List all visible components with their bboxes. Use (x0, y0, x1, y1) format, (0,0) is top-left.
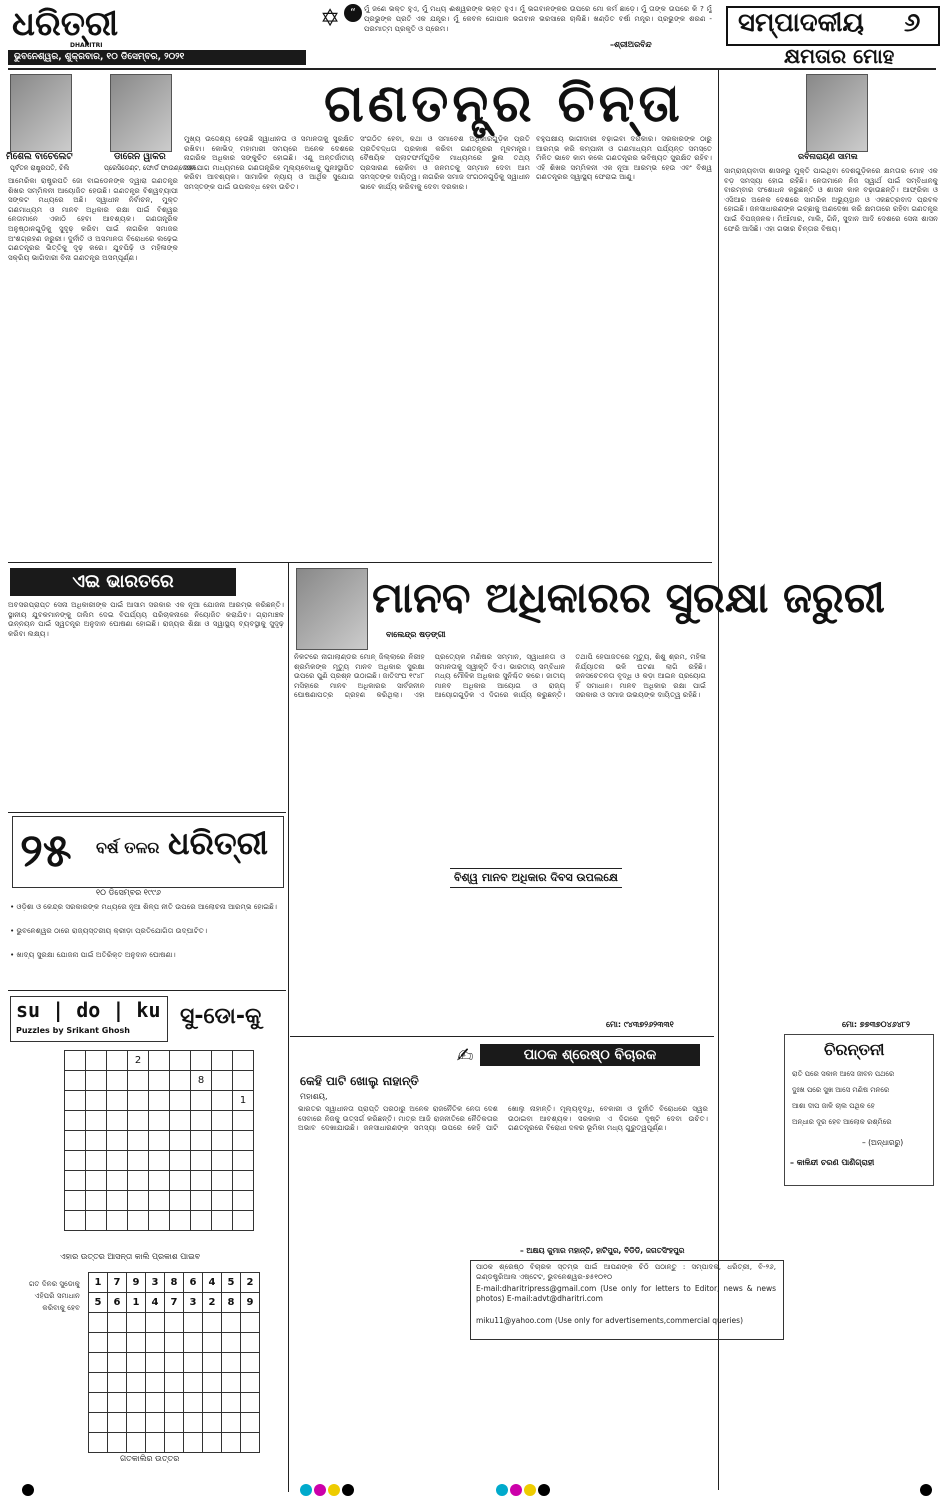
solution-cell (241, 1333, 260, 1353)
solution-cell (108, 1313, 127, 1333)
registration-mark-icon (524, 1484, 536, 1496)
india-body: ଅବସରପ୍ରାପ୍ତ ସେନା ଅଧିକାରୀଙ୍କ ପାଇଁ ଆସାମ ସରକାର ଏକ ନୂଆ ଯୋଜନା ଆରମ୍ଭ କରିଛନ୍ତି। ସ୍ଥାନୀୟ ଯୁବକମାନଙ୍କୁ ତାଲିମ ଦେଇ ବିପର୍ଯ୍ୟୟ ପରିଚାଳନାରେ ନିୟୋଜିତ କରାଯିବ। ଗ୍ରାମାଞ୍ଚଳ ଉନ୍ନୟନ ପାଇଁ ସ୍ୱତନ୍ତ୍ର ଅନୁଦାନ ଘୋଷଣା ହୋଇଛି। ରାଜ୍ୟର ଶିକ୍ଷା ଓ ସ୍ୱାସ୍ଥ୍ୟ ବ୍ୟବସ୍ଥାକୁ ସୁଦୃଢ଼ କରିବା ଲକ୍ଷ୍ୟ। (8, 600, 284, 638)
solution-cell (222, 1393, 241, 1413)
sudoku-cell[interactable] (212, 1151, 233, 1171)
sudoku-cell[interactable] (65, 1191, 86, 1211)
quote-mark-icon: “ (344, 4, 362, 22)
sudoku-cell[interactable] (128, 1151, 149, 1171)
date-line: ଭୁବନେଶ୍ୱର, ଶୁକ୍ରବାର, ୧୦ ଡିସେମ୍ବର, ୨୦୨୧ (8, 50, 306, 65)
solution-cell (203, 1433, 222, 1453)
solution-cell: 7 (165, 1293, 184, 1313)
sudoku-cell[interactable] (233, 1151, 254, 1171)
column-body: ସାମ୍ରାଜ୍ୟବାଦୀ ଶାସନରୁ ମୁକ୍ତି ପାଇଥିବା ଦେଶଗୁଡ଼ିକରେ କ୍ଷମତାର ମୋହ ଏକ ବଡ଼ ସମସ୍ୟା ହୋଇ ରହିଛି। ନେତାମାନେ ନିଜ ସ୍ୱାର୍ଥ ପାଇଁ ସମ୍ବିଧାନକୁ ବାରମ୍ବାର ସଂଶୋଧନ କରୁଛନ୍ତି ଓ ଶାସନ କାଳ ବଢ଼ାଉଛନ୍ତି। ଆଫ୍ରିକା ଓ ଏସିଆର ଅନେକ ଦେଶରେ ସାମରିକ ଅଭ୍ୟୁତ୍ଥାନ ଓ ଏକଛତ୍ରବାଦ ପ୍ରବଳ ହୋଇଛି। ଜନସାଧାରଣଙ୍କ ଇଚ୍ଛାକୁ ଅଣଦେଖା କରି କ୍ଷମତାରେ ରହିବା ଗଣତନ୍ତ୍ର ପାଇଁ ବିପଜ୍ଜନକ। ମିଆଁମାର, ମାଲି, ଗିନି, ସୁଦାନ ଆଦି ଦେଶରେ ସେନା ଶାସନ ଫେରି ଆସିଛି। ଏହା ଗଭୀର ଚିନ୍ତାର ବିଷୟ। (724, 166, 938, 233)
solution-cell (146, 1413, 165, 1433)
sudoku-cell[interactable] (149, 1191, 170, 1211)
sudoku-cell[interactable] (149, 1211, 170, 1231)
solution-cell (222, 1313, 241, 1333)
india-banner: ଏଇ ଭାରତରେ (10, 568, 236, 596)
sudoku-cell[interactable] (107, 1211, 128, 1231)
sudoku-cell[interactable] (191, 1091, 212, 1111)
sudoku-cell[interactable] (233, 1171, 254, 1191)
solution-cell (203, 1313, 222, 1333)
sudoku-cell[interactable] (65, 1171, 86, 1191)
solution-cell: 8 (222, 1293, 241, 1313)
sudoku-cell[interactable] (233, 1071, 254, 1091)
solution-cell (127, 1393, 146, 1413)
sudoku-cell[interactable] (128, 1071, 149, 1091)
emblem-icon: ✡ (319, 4, 341, 32)
sudoku-cell[interactable] (107, 1151, 128, 1171)
sudoku-cell[interactable] (149, 1171, 170, 1191)
sudoku-cell[interactable] (149, 1091, 170, 1111)
solution-cell (203, 1353, 222, 1373)
solution-cell (146, 1373, 165, 1393)
registration-mark-icon (342, 1484, 354, 1496)
lead-title: ଗଣତନ୍ତ୍ର ଚିନ୍ତା (324, 74, 684, 134)
poem-line-2: ଦୁଃଖ ପରେ ସୁଖ ଆସେ ମଣିଷ ମନରେ (792, 1086, 890, 1094)
quote-author: –ଶ୍ରୀଅରବିନ୍ଦ (610, 40, 652, 49)
sudoku-cell[interactable] (128, 1211, 149, 1231)
human-subheading: ବିଶ୍ୱ ମାନବ ଅଧିକାର ଦିବସ ଉପଲକ୍ଷେ (450, 868, 622, 888)
lead-col4: ବହୁପକ୍ଷୀୟ ଭାଗୀଦାରୀ ବଢ଼ାଇବା ଦରକାର। ସରକାରଙ୍କ ଠାରୁ ଆରମ୍ଭ କରି କମ୍ପାନୀ ଓ ଗଣମାଧ୍ୟମ ପର୍ଯ୍ୟନ୍ତ ସମସ୍ତେ ମିଳିତ ଭାବେ କାମ କଲେ ଗଣତନ୍ତ୍ରର ଭବିଷ୍ୟତ ସୁରକ୍ଷିତ ରହିବ। ଏହି ଶିଖର ସମ୍ମିଳନୀ ଏକ ନୂଆ ଆରମ୍ଭ ହେଉ ଏବଂ ବିଶ୍ୱ ଗଣତନ୍ତ୍ରର ସ୍ୱାସ୍ଥ୍ୟ ଫେରାଇ ଆଣୁ। (536, 134, 712, 182)
solution-cell: 3 (146, 1273, 165, 1293)
lead-col3: ସଂଗଠିତ ହେବା, କଥା ଓ ସମାବେଶ ଅଧିକାରଗୁଡ଼ିକ ପ୍ରତି ପ୍ରତିବଦ୍ଧତା ପ୍ରକାଶ କରିବା ଗଣତନ୍ତ୍ରର ମୂଳମନ୍ତ୍ର। ବୈଷୟିକ ପ୍ଲାଟଫର୍ମଗୁଡ଼ିକ ମାଧ୍ୟମରେ ଭୁଲ ତଥ୍ୟ ପ୍ରସାରଣ ରୋକିବା ଓ ଜନମତକୁ ସମ୍ମାନ ଦେବା ଆମ ସମସ୍ତଙ୍କ ଦାୟିତ୍ୱ। ନାଗରିକ ସମାଜ ସଂଗଠନଗୁଡ଼ିକୁ ସ୍ୱାଧୀନ ଭାବେ କାର୍ଯ୍ୟ କରିବାକୁ ଦେବା ଦରକାର। (360, 134, 530, 191)
sudoku-cell[interactable] (86, 1151, 107, 1171)
sudoku-cell[interactable] (86, 1071, 107, 1091)
letters-email-2: miku11@yahoo.com (Use only for advertisements,commercial queries) (476, 1316, 744, 1325)
sudoku-cell[interactable] (170, 1051, 191, 1071)
solution-cell (89, 1373, 108, 1393)
solution-cell (241, 1353, 260, 1373)
solution-cell (146, 1353, 165, 1373)
masthead-logo-sub: DHARITRI (70, 42, 103, 49)
sudoku-cell[interactable] (191, 1171, 212, 1191)
solution-cell (89, 1393, 108, 1413)
column-title: କ୍ଷମତାର ମୋହ (784, 44, 895, 68)
sudoku-brand-sub: Puzzles by Srikant Ghosh (16, 1026, 130, 1035)
solution-cell (108, 1433, 127, 1453)
solution-cell (203, 1373, 222, 1393)
solution-cell: 6 (184, 1273, 203, 1293)
solution-cell (241, 1433, 260, 1453)
poem-source: – (ଅନ୍ଧାରରୁ) (862, 1138, 904, 1147)
quote-text: ମୁଁ ଜଣେ ଭକ୍ତ ହୁଏ, ମୁଁ ମଧ୍ୟ ଈଶ୍ୱରଙ୍କ ଭକ୍ତ ହୁଏ। ମୁଁ ଭଗବାନଙ୍କର ଉପରେ ମୋ କର୍ମ ଛାଡ଼େ। ମୁଁ ତାଙ୍କ ଉପରେ କି ? ମୁଁ ପ୍ରଭୁଙ୍କ ପ୍ରତି ଏକ ଯନ୍ତ୍ର। ମୁଁ କେବଳ ଗୋପାଳ ଭଗବାନ ଭରସାରେ ଚାଲିଛି। ଖଣ୍ଡିତ ବର୍ଷା ମନ୍ତ୍ର। ପ୍ରଭୁଙ୍କ ଶରଣ - ପରମାତ୍ମ ପ୍ରକୃତି ଓ ପ୍ରେମ। (364, 4, 712, 33)
human-title: ମାନବ ଅଧିକାରର ସୁରକ୍ଷା ଜରୁରୀ (372, 573, 885, 622)
sudoku-cell[interactable] (149, 1111, 170, 1131)
sudoku-brand: su | do | ku (16, 998, 161, 1022)
solution-cell (127, 1333, 146, 1353)
archive-item-2: • ଭୁବନେଶ୍ୱର ଠାରେ ରାଜ୍ୟସ୍ତରୀୟ କ୍ରୀଡ଼ା ପ୍ରତିଯୋଗିତା ଉଦ୍‌ଘାଟିତ। (10, 926, 208, 935)
solution-cell (184, 1353, 203, 1373)
solution-cell: 1 (89, 1273, 108, 1293)
letters-email-1: E-mail:dharitripress@gmail.com (Use only for letters to Editor, news & news photos) E-mail:advt@dharitri.com (476, 1284, 776, 1303)
solution-cell (241, 1413, 260, 1433)
poem-author: – କାଳିନ୍ଦୀ ଚରଣ ପାଣିଗ୍ରାହୀ (790, 1158, 875, 1167)
sudoku-cell[interactable] (170, 1111, 191, 1131)
registration-mark-icon (22, 1484, 34, 1496)
sudoku-cell[interactable] (170, 1191, 191, 1211)
solution-cell (241, 1373, 260, 1393)
solution-cell (184, 1373, 203, 1393)
solution-cell (127, 1433, 146, 1453)
sudoku-cell[interactable] (107, 1111, 128, 1131)
solution-cell (222, 1333, 241, 1353)
sudoku-cell[interactable] (65, 1071, 86, 1091)
sudoku-cell[interactable] (107, 1171, 128, 1191)
archive-item-1: • ଓଡ଼ିଶା ଓ କେନ୍ଦ୍ର ସରକାରଙ୍କ ମଧ୍ୟରେ ନୂଆ ଶିଳ୍ପ ନୀତି ଉପରେ ଆଲୋଚନା ଆରମ୍ଭ ହୋଇଛି। (10, 902, 278, 911)
solution-cell (89, 1413, 108, 1433)
poem-line-1: ରାତି ପରେ ସକାଳ ଆସେ ଜୀବନ ପଥରେ (792, 1070, 895, 1078)
solution-cell: 9 (241, 1293, 260, 1313)
sudoku-cell[interactable]: 1 (233, 1091, 254, 1111)
solution-cell (127, 1353, 146, 1373)
author1-photo (10, 74, 72, 152)
sudoku-cell[interactable] (212, 1191, 233, 1211)
poem-title: ଚିରନ୍ତନୀ (824, 1040, 885, 1059)
solution-cell: 2 (203, 1293, 222, 1313)
solution-cell (184, 1433, 203, 1453)
sudoku-cell[interactable] (86, 1131, 107, 1151)
solution-cell (241, 1393, 260, 1413)
human-author-photo (296, 568, 368, 650)
sudoku-cell[interactable] (65, 1151, 86, 1171)
sudoku-cell[interactable] (149, 1131, 170, 1151)
archive-years: ୨୫ (20, 823, 72, 877)
solution-cell (184, 1313, 203, 1333)
author2-photo (110, 74, 172, 152)
solution-cell (89, 1433, 108, 1453)
poem-line-3: ଆଶା ଦୀପ ଜାଳି ଚାଲ ପଥିକ ହେ (792, 1102, 875, 1110)
sudoku-cell[interactable] (128, 1191, 149, 1211)
solution-cell (241, 1313, 260, 1333)
poem-line-4: ଅନ୍ଧାର ଦୂର ହେବ ଆଲୋକ ରଶ୍ମିରେ (792, 1118, 892, 1126)
author2-role: ପ୍ରେସିଡେଣ୍ଟ, ଫୋର୍ଡ ଫାଉଣ୍ଡେସନ (104, 164, 196, 172)
solution-footer: ଗତକାଲିର ଉତ୍ତର (120, 1454, 180, 1463)
column-signoff: ମୋ: ୭୭୩୭୦୪୬୪୮୨ (842, 1020, 911, 1029)
solution-cell (89, 1313, 108, 1333)
sudoku-cell[interactable] (233, 1191, 254, 1211)
sudoku-grid[interactable] (64, 1050, 254, 1231)
sudoku-cell[interactable]: 2 (128, 1051, 149, 1071)
sudoku-cell[interactable] (233, 1111, 254, 1131)
sudoku-cell[interactable] (86, 1091, 107, 1111)
sudoku-cell[interactable] (149, 1071, 170, 1091)
solution-cell (222, 1413, 241, 1433)
author2-name: ଡାରେନ ୱାକର (114, 152, 166, 162)
sudoku-cell[interactable] (107, 1131, 128, 1151)
sudoku-cell[interactable] (65, 1111, 86, 1131)
solution-cell (165, 1353, 184, 1373)
sudoku-cell[interactable] (128, 1091, 149, 1111)
sudoku-cell[interactable] (191, 1131, 212, 1151)
page-number: ୬ (904, 8, 921, 38)
solution-cell (184, 1393, 203, 1413)
sudoku-cell[interactable] (233, 1051, 254, 1071)
sudoku-footer: ଏହାର ଉତ୍ତର ଆସନ୍ତା କାଲି ପ୍ରକାଶ ପାଇବ (60, 1252, 201, 1261)
sudoku-cell[interactable] (191, 1211, 212, 1231)
solution-cell (203, 1413, 222, 1433)
sudoku-cell[interactable] (107, 1091, 128, 1111)
sudoku-cell[interactable] (86, 1171, 107, 1191)
sudoku-cell[interactable] (212, 1111, 233, 1131)
solution-cell: 5 (89, 1293, 108, 1313)
sudoku-cell[interactable] (212, 1091, 233, 1111)
human-signoff: ମୋ: ୯୪୩୭୨୬୨୩୩୧ (606, 1020, 674, 1029)
sudoku-cell[interactable] (86, 1191, 107, 1211)
lead-col1: ଆମେରିକା ରାଷ୍ଟ୍ରପତି ଜୋ ବାଇଡେନଙ୍କ ଦ୍ୱାରା ଗଣତନ୍ତ୍ର ଶିଖର ସମ୍ମିଳନୀ ଆୟୋଜିତ ହେଉଛି। ଗଣତନ୍ତ୍ର ବିଶ୍ୱବ୍ୟାପୀ ସଙ୍କଟ ମଧ୍ୟରେ ଅଛି। ସ୍ୱାଧୀନ ନିର୍ବାଚନ, ମୁକ୍ତ ଗଣମାଧ୍ୟମ ଓ ମାନବ ଅଧିକାର ରକ୍ଷା ପାଇଁ ବିଶ୍ୱର ନେତାମାନେ ଏକାଠି ହେବା ଆବଶ୍ୟକ। ଗଣତାନ୍ତ୍ରିକ ଅନୁଷ୍ଠାନଗୁଡ଼ିକୁ ସୁଦୃଢ଼ କରିବା ପାଇଁ ନାଗରିକ ସମାଜର ଅଂଶଗ୍ରହଣ ଜରୁରୀ। ଦୁର୍ନୀତି ଓ ଅସମାନତା ବିରୋଧରେ ଲଢ଼େଇ ଗଣତନ୍ତ୍ରର ଭିତ୍ତିକୁ ଦୃଢ଼ କରେ। ଯୁବପିଢ଼ି ଓ ମହିଳାଙ୍କ ସକ୍ରିୟ ଭାଗିଦାରୀ ବିନା ଗଣତନ୍ତ୍ର ଅସମ୍ପୂର୍ଣ୍ଣ। (8, 176, 178, 262)
sudoku-cell[interactable] (233, 1211, 254, 1231)
solution-cell (146, 1313, 165, 1333)
sudoku-cell[interactable] (86, 1051, 107, 1071)
registration-mark-icon (496, 1484, 508, 1496)
solution-cell: 9 (127, 1273, 146, 1293)
archive-sub: ବର୍ଷ ତଳର (96, 838, 160, 857)
solution-cell (165, 1313, 184, 1333)
sudoku-cell[interactable] (170, 1171, 191, 1191)
column-author-photo (806, 74, 868, 152)
sudoku-cell[interactable] (212, 1071, 233, 1091)
sudoku-cell[interactable] (107, 1071, 128, 1091)
registration-mark-icon (538, 1484, 550, 1496)
sudoku-cell[interactable] (170, 1131, 191, 1151)
sudoku-cell[interactable] (107, 1191, 128, 1211)
archive-item-3: • ଖାଦ୍ୟ ସୁରକ୍ଷା ଯୋଜନା ପାଇଁ ଅତିରିକ୍ତ ଅନୁଦାନ ଘୋଷଣା। (10, 950, 176, 959)
solution-cell: 7 (108, 1273, 127, 1293)
author1-name: ମିଶେଲ ବାଚେଲେଟ (6, 152, 73, 162)
sudoku-cell[interactable] (149, 1151, 170, 1171)
sudoku-cell[interactable] (191, 1191, 212, 1211)
solution-cell (222, 1373, 241, 1393)
human-body: ନିକଟରେ ନାଗାଲାଣ୍ଡର ମୋନ୍ ଜିଲ୍ଲାରେ ନିରୀହ ଶ୍ରମିକଙ୍କ ମୃତ୍ୟୁ ମାନବ ଅଧିକାର ସୁରକ୍ଷା ଉପରେ ପୁଣି ପ୍ରଶ୍ନ ଉଠାଇଛି। ଜାତିସଂଘ ୧୯୪୮ ମସିହାରେ ମାନବ ଅଧିକାରର ସାର୍ବଜନୀନ ଘୋଷଣାପତ୍ର ଗ୍ରହଣ କରିଥିଲା। ଏହା ପ୍ରତ୍ୟେକ ମଣିଷର ସମ୍ମାନ, ସ୍ୱାଧୀନତା ଓ ସମାନତାକୁ ସ୍ୱୀକୃତି ଦିଏ। ଭାରତୀୟ ସମ୍ବିଧାନ ମଧ୍ୟ ମୌଳିକ ଅଧିକାର ସୁନିଶ୍ଚିତ କରେ। ଜାତୀୟ ମାନବ ଅଧିକାର ଆୟୋଗ ଓ ରାଜ୍ୟ ଆୟୋଗଗୁଡ଼ିକ ଏ ଦିଗରେ କାର୍ଯ୍ୟ କରୁଛନ୍ତି। ତଥାପି ହେପାଜତରେ ମୃତ୍ୟୁ, ଶିଶୁ ଶ୍ରମ, ମହିଳା ନିର୍ଯ୍ୟାତନା ଭଳି ଘଟଣା ଲାଗି ରହିଛି। ଜନସଚେତନତା ବୃଦ୍ଧି ଓ କଡ଼ା ଆଇନ ପ୍ରୟୋଗ ହିଁ ସମାଧାନ। ମାନବ ଅଧିକାର ରକ୍ଷା ପାଇଁ ସରକାର ଓ ସମାଜ ଉଭୟଙ୍କ ଦାୟିତ୍ୱ ରହିଛି। (294, 652, 706, 700)
solution-cell (127, 1313, 146, 1333)
letters-contact: ପାଠକ ଶ୍ରେଷ୍ଠ ବିଚାରକ ସ୍ତମ୍ଭ ପାଇଁ ଆପଣଙ୍କ ଚିଠି ପଠାନ୍ତୁ : ସମ୍ପାଦକ, ଧରିତ୍ରୀ, ବି-୨୬, ଇଣ୍ଡଷ୍ଟ୍ରିଆଲ ଏଷ୍ଟେଟ, ଭୁବନେଶ୍ୱର-୭୫୧୦୧୦ (476, 1262, 776, 1281)
masthead-logo: ଧରିତ୍ରୀ (12, 4, 119, 44)
sudoku-cell[interactable] (86, 1211, 107, 1231)
solution-side-text: ଗତ ଦିନର ସୁଡୋକୁ ଏହିପରି ସମାଧାନ କରିବାକୁ ହେବ (28, 1279, 80, 1312)
solution-cell (108, 1353, 127, 1373)
solution-cell (222, 1433, 241, 1453)
solution-cell: 3 (184, 1293, 203, 1313)
sudoku-cell[interactable] (212, 1051, 233, 1071)
sudoku-title: ସୁ-ଡୋ-କୁ (180, 1004, 262, 1029)
letter-sender: – ଅକ୍ଷୟ କୁମାର ମହାନ୍ତି, ହାଟିପୁର, ବିଡିଡି, ଜଗତସିଂହପୁର (520, 1246, 685, 1255)
letter-body: ଭାରତର ସ୍ୱାଧୀନତା ପ୍ରାପ୍ତି ପରଠାରୁ ଅନେକ ରାଜନୈତିକ ନେତା ଦେଶ ସେବାରେ ନିଜକୁ ଉତ୍ସର୍ଗ କରିଛନ୍ତି। ମାତ୍ର ଆଜି ରାଜନୀତିରେ ନୈତିକତାର ଅଭାବ ଦେଖାଯାଉଛି। ଜନସାଧାରଣଙ୍କ ସମସ୍ୟା ଉପରେ କେହି ପାଟି ଖୋଲୁ ନାହାନ୍ତି। ମୂଲ୍ୟବୃଦ୍ଧି, ବେକାରୀ ଓ ଦୁର୍ନୀତି ବିରୋଧରେ ସ୍ୱର ଉଠାଇବା ଆବଶ୍ୟକ। ସରକାର ଏ ଦିଗରେ ଦୃଷ୍ଟି ଦେବା ଉଚିତ। ଗଣତନ୍ତ୍ରରେ ବିରୋଧୀ ଦଳର ଭୂମିକା ମଧ୍ୟ ଗୁରୁତ୍ୱପୂର୍ଣ୍ଣ। (298, 1104, 708, 1133)
solution-cell (146, 1433, 165, 1453)
solution-cell (165, 1393, 184, 1413)
solution-cell (108, 1393, 127, 1413)
solution-cell: 8 (165, 1273, 184, 1293)
sudoku-cell[interactable] (233, 1131, 254, 1151)
sudoku-cell[interactable] (65, 1211, 86, 1231)
sudoku-cell[interactable] (128, 1171, 149, 1191)
solution-cell (89, 1353, 108, 1373)
archive-date: ୧୦ ଡିସେମ୍ବର ୧୯୯୬ (96, 888, 161, 897)
solution-cell: 5 (222, 1273, 241, 1293)
sudoku-cell[interactable] (191, 1051, 212, 1071)
sudoku-cell[interactable] (191, 1111, 212, 1131)
archive-logo: ଧରିତ୍ରୀ (168, 824, 268, 862)
solution-cell (203, 1393, 222, 1413)
sudoku-cell[interactable] (128, 1111, 149, 1131)
solution-cell (203, 1333, 222, 1353)
letter-title: କେହି ପାଟି ଖୋଲୁ ନାହାନ୍ତି (300, 1074, 419, 1088)
solution-cell (184, 1333, 203, 1353)
solution-cell (108, 1373, 127, 1393)
sudoku-cell[interactable] (212, 1171, 233, 1191)
sudoku-cell[interactable] (107, 1051, 128, 1071)
sudoku-cell[interactable] (170, 1071, 191, 1091)
solution-cell (89, 1333, 108, 1353)
letters-banner: ପାଠକ ଶ୍ରେଷ୍ଠ ବିଚାରକ (480, 1044, 700, 1066)
solution-cell: 1 (127, 1293, 146, 1313)
author1-role: ପୂର୍ବତନ ରାଷ୍ଟ୍ରପତି, ଚିଲି (10, 164, 70, 172)
sudoku-cell[interactable] (170, 1091, 191, 1111)
lead-col2: ମୁଖ୍ୟ ଉଦ୍ଦେଶ୍ୟ ହେଉଛି ସ୍ୱାଧୀନତା ଓ ସମାନତାକୁ ସୁରକ୍ଷିତ ରଖିବା। କୋଭିଡ୍ ମହାମାରୀ ସମୟରେ ଅନେକ ଦେଶରେ ନାଗରିକ ଅଧିକାର ସଙ୍କୁଚିତ ହୋଇଛି। ଏଣୁ ଅନ୍ତର୍ଜାତୀୟ ସହଯୋଗ ମାଧ୍ୟମରେ ଗଣତାନ୍ତ୍ରିକ ମୂଲ୍ୟବୋଧକୁ ପୁନଃସ୍ଥାପିତ କରିବା ଆବଶ୍ୟକ। ସାମାଜିକ ନ୍ୟାୟ ଓ ଆର୍ଥିକ ସୁଯୋଗ ସମସ୍ତଙ୍କ ପାଇଁ ଉପଲବ୍ଧ ହେବା ଉଚିତ। (184, 134, 354, 191)
registration-mark-icon (920, 1484, 932, 1496)
solution-cell (127, 1373, 146, 1393)
sudoku-cell[interactable] (212, 1211, 233, 1231)
section-title: ସମ୍ପାଦକୀୟ (738, 8, 864, 38)
sudoku-cell[interactable] (170, 1211, 191, 1231)
solution-cell (146, 1333, 165, 1353)
solution-cell (165, 1333, 184, 1353)
solution-cell (222, 1353, 241, 1373)
registration-mark-icon (300, 1484, 312, 1496)
sudoku-cell[interactable] (65, 1131, 86, 1151)
sudoku-cell[interactable] (128, 1131, 149, 1151)
solution-cell (108, 1413, 127, 1433)
solution-cell (165, 1413, 184, 1433)
solution-cell (165, 1433, 184, 1453)
sudoku-cell[interactable]: 8 (191, 1071, 212, 1091)
sudoku-cell[interactable] (212, 1131, 233, 1151)
solution-cell: 6 (108, 1293, 127, 1313)
sudoku-cell[interactable] (65, 1051, 86, 1071)
solution-cell (184, 1413, 203, 1433)
column-author: ରବିନାରାୟଣ ସାମଲ (798, 152, 858, 161)
sudoku-cell[interactable] (170, 1151, 191, 1171)
registration-mark-icon (510, 1484, 522, 1496)
sudoku-cell[interactable] (86, 1111, 107, 1131)
sudoku-cell[interactable] (191, 1151, 212, 1171)
solution-cell: 4 (203, 1273, 222, 1293)
solution-grid (88, 1272, 260, 1453)
letter-salutation: ମହାଶୟ, (300, 1092, 328, 1101)
registration-mark-icon (328, 1484, 340, 1496)
registration-mark-icon (314, 1484, 326, 1496)
sudoku-cell[interactable] (149, 1051, 170, 1071)
solution-cell (127, 1413, 146, 1433)
solution-cell (146, 1393, 165, 1413)
solution-cell (108, 1333, 127, 1353)
solution-cell (165, 1373, 184, 1393)
pen-icon: ✍ (456, 1043, 474, 1067)
sudoku-cell[interactable] (65, 1091, 86, 1111)
human-author: ବାଲେନ୍ଦ୍ର ଷଡ଼ଙ୍ଗୀ (386, 630, 446, 639)
solution-cell: 2 (241, 1273, 260, 1293)
solution-cell: 4 (146, 1293, 165, 1313)
